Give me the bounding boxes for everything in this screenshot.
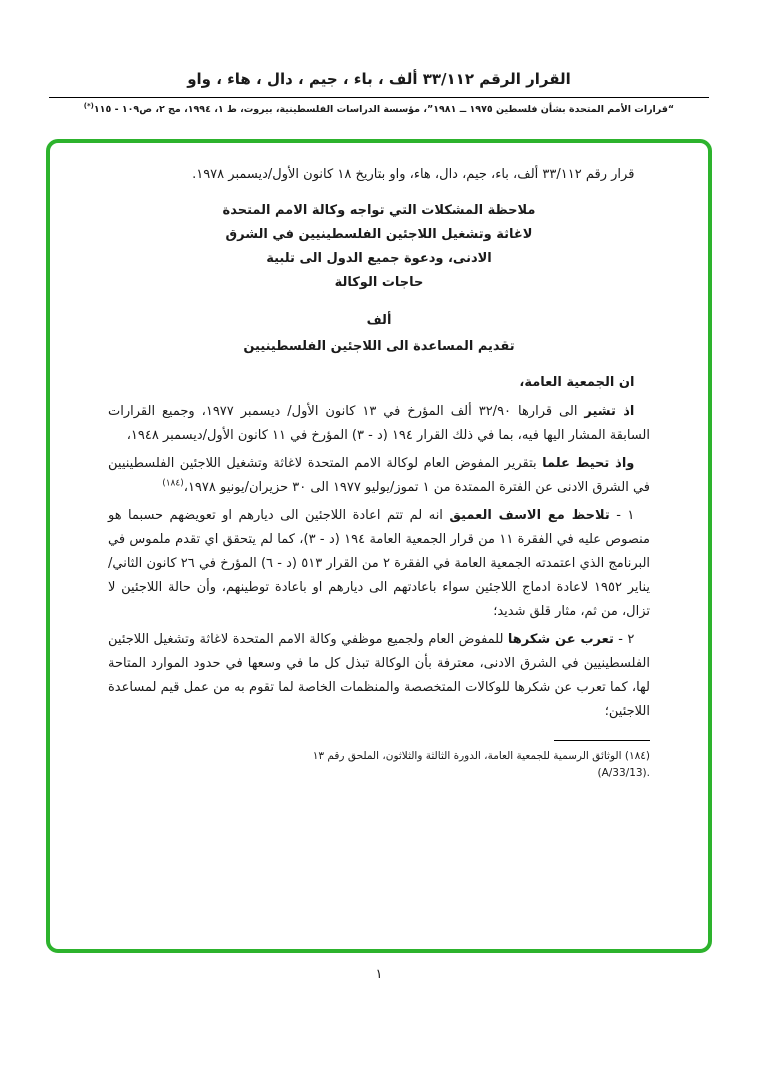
section-letter: ألف: [366, 313, 392, 329]
operative-paragraph-1: [108, 504, 650, 624]
paragraph-lead: تلاحظ مع الاسف العميق: [449, 507, 610, 523]
paragraph-text: للمفوض العام ولجميع موظفي وكالة الامم المتحدة لاغاثة وتشغيل اللاجئين الفلسطينيين في الشرق الادنى، معترفة بأن الوكالة تبذل كل ما في وسعها في حدود الموارد المتاحة لها، كما تعرب عن شكرها للوكالات المتخصصة والمنظمات الخاصة لما تقوم به من عمل قيم لمساعدة اللاجئين؛: [108, 631, 650, 720]
highlight-annotation-box: [46, 139, 712, 953]
resolution-intro: قرار رقم ٣٣/١١٢ ألف، باء، جيم، دال، هاء، واو بتاريخ ١٨ كانون الأول/ديسمبر ١٩٧٨.: [192, 167, 635, 183]
footnote-reference: (١٨٤): [162, 478, 184, 489]
footnote-symbol: (A/33/13).: [597, 766, 650, 779]
source-citation: [0, 102, 758, 115]
footnote: [108, 740, 650, 782]
paragraph-lead: واذ تحيط علما: [542, 455, 635, 471]
footnote-separator: [554, 740, 650, 741]
resolution-body: [108, 163, 650, 724]
paragraph-lead: تعرب عن شكرها: [507, 631, 614, 647]
header-divider: [49, 97, 709, 98]
operative-paragraph-2: [108, 628, 650, 724]
paragraph-text: انه لم تتم اعادة اللاجئين الى ديارهم او تعويضهم حسبما هو منصوص عليه في الفقرة ١١ من قرار الجمعية العامة ١٩٤ (د - ٣)، كما لم يتحقق اي تقدم ملموس في البرنامج الذي اعتمدته الجمعية العامة في الفقرة ٢ من القرار ٥١٣ (د - ٦) المؤرخ في ٢٦ كانون الثاني/يناير ١٩٥٢ لاعادة ادماج اللاجئين سواء باعادتهم الى ديارهم او باعادة توطينهم، وأن حالة اللاجئين لا تزال، من ثم، مثار قلق شديد؛: [108, 507, 651, 619]
preamble-paragraph: [108, 400, 650, 448]
preamble-paragraph: [108, 452, 650, 500]
page-number: ١: [375, 967, 383, 983]
paragraph-lead: اذ تشير: [584, 403, 635, 419]
page-header: [0, 0, 758, 115]
paragraph-text: الى قرارها ٣٢/٩٠ ألف المؤرخ في ١٣ كانون الأول/ ديسمبر ١٩٧٧، وجميع القرارات السابقة المشار اليها فيه، بما في ذلك القرار ١٩٤ (د - ٣) المؤرخ في ١١ كانون الأول/ديسمبر ١٩٤٨،: [108, 403, 650, 443]
source-footnote-mark: (*): [83, 102, 94, 110]
heading-line: الادنى، ودعوة جميع الدول الى تلبية: [266, 251, 492, 267]
paragraph-number: ٢ -: [613, 631, 635, 647]
preamble-intro-text: ان الجمعية العامة،: [519, 375, 635, 391]
source-citation-text: “قرارات الأمم المتحدة بشأن فلسطين ١٩٧٥ ــ ١٩٨١”، مؤسسة الدراسات الفلسطينية، بيروت، ط ١، ١٩٩٤، مج ٢، ص١٠٩ - ١١٥: [93, 104, 675, 116]
resolution-heading: [108, 199, 650, 295]
preamble-intro: [108, 371, 650, 395]
section-title: تقديم المساعدة الى اللاجئين الفلسطينيين: [243, 339, 515, 355]
heading-line: حاجات الوكالة: [334, 275, 424, 291]
footnote-text-line2: [108, 765, 650, 782]
paragraph-text: بتقرير المفوض العام لوكالة الامم المتحدة لاغاثة وتشغيل اللاجئين الفلسطينيين في الشرق الادنى عن الفترة الممتدة من ١ تموز/يوليو ١٩٧٧ الى ٣٠ حزيران/يونيو ١٩٧٨،: [108, 455, 650, 495]
heading-line: ملاحظة المشكلات التي تواجه وكالة الامم المتحدة: [222, 203, 536, 219]
paragraph-number: ١ -: [609, 507, 635, 523]
footnote-text-line1: (١٨٤) الوثائق الرسمية للجمعية العامة، الدورة الثالثة والثلاثون، الملحق رقم ١٣: [312, 750, 650, 763]
header-title: القرار الرقم ٣٣/١١٢ ألف ، باء ، جيم ، دال ، هاء ، واو: [187, 70, 571, 88]
heading-line: لاغاثة وتشغيل اللاجئين الفلسطينيين في الشرق: [225, 227, 533, 243]
